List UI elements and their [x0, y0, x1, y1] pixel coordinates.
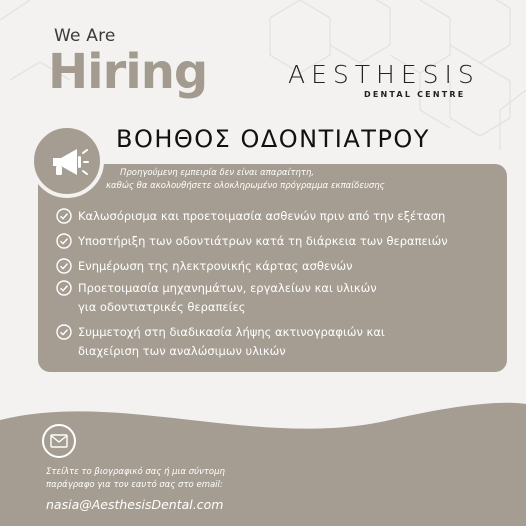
duty-text-line: διαχείριση των αναλώσιμων υλικών [78, 344, 286, 358]
job-intro-line: Προηγούμενη εμπειρία δεν είναι απαραίτητη, [120, 168, 315, 178]
envelope-icon [50, 434, 68, 448]
duty-text [78, 279, 377, 317]
duty-text-line: για οδοντιατρικές θεραπείες [78, 300, 246, 314]
megaphone-badge [30, 124, 104, 198]
email-badge [42, 424, 76, 458]
contact-line: παράγραφο για τον εαυτό σας στο email: [46, 480, 223, 490]
duty-text: Ενημέρωση της ηλεκτρονικής κάρτας ασθενών [78, 259, 353, 273]
check-circle-icon [56, 208, 72, 224]
we-are-text: We Are [54, 26, 116, 46]
check-circle-icon [56, 258, 72, 274]
duty-text: Υποστήριξη των οδοντιάτρων κατά τη διάρκεια των θεραπειών [78, 234, 448, 248]
contact-line: Στείλτε το βιογραφικό σας ή μια σύντομη [46, 467, 225, 477]
job-intro-line: καθώς θα ακολουθήσετε ολοκληρωμένο πρόγραμμα εκπαίδευσης [106, 181, 385, 191]
duty-text: Καλωσόρισμα και προετοιμασία ασθενών πριν από την εξέταση [78, 209, 446, 223]
duty-text-line: Συμμετοχή στη διαδικασία λήψης ακτινογραφιών και [78, 325, 385, 339]
duty-text-line: Προετοιμασία μηχανημάτων, εργαλείων και υλικών [78, 281, 377, 295]
check-circle-icon [56, 280, 72, 296]
duty-text [78, 323, 385, 361]
job-intro [106, 167, 520, 193]
check-circle-icon [56, 233, 72, 249]
contact-instructions [46, 466, 486, 492]
megaphone-icon [47, 142, 89, 184]
brand-logo-name: AESTHESIS [288, 60, 480, 89]
contact-email-link[interactable]: nasia@AesthesisDental.com [46, 497, 224, 512]
brand-logo-subtitle: DENTAL CENTRE [364, 90, 466, 99]
check-circle-icon [56, 324, 72, 340]
job-title: ΒΟΗΘΟΣ ΟΔΟΝΤΙΑΤΡΟΥ [116, 125, 430, 153]
hiring-heading: Hiring [48, 44, 208, 100]
